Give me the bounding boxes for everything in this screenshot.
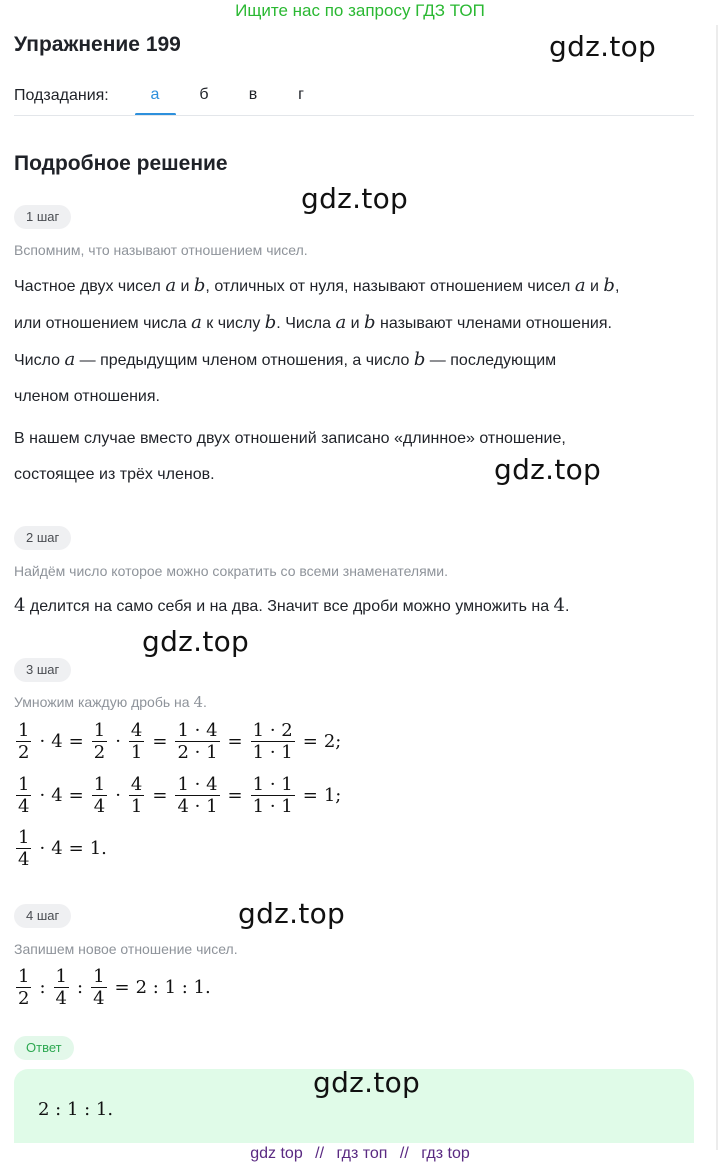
definition-line-2 xyxy=(14,305,704,342)
footer-link[interactable]: гдз top xyxy=(421,1145,470,1162)
fraction xyxy=(129,774,144,817)
var-b: b xyxy=(364,312,376,333)
fraction xyxy=(16,827,31,870)
definition-line-4: членом отношения. xyxy=(14,388,160,405)
text: — предыдущим членом отношения, а число xyxy=(75,352,414,369)
text: и xyxy=(176,278,194,295)
step-4-chip: 4 шаг xyxy=(14,904,71,928)
denominator: 1 xyxy=(130,796,143,817)
number: 4 xyxy=(51,731,63,752)
var-a: a xyxy=(191,312,202,333)
denominator: 4 · 1 xyxy=(177,796,218,817)
definition-line-3 xyxy=(14,342,704,379)
fraction xyxy=(129,720,144,763)
var-a: a xyxy=(335,312,347,333)
text: Умножим каждую дробь на xyxy=(14,694,194,710)
text: Частное двух чисел xyxy=(14,278,166,295)
text: и xyxy=(346,315,365,332)
numerator: 1 xyxy=(55,966,67,987)
answer-value: 2 : 1 : 1. xyxy=(38,1099,114,1120)
footer-separator: // xyxy=(399,1145,409,1162)
step-2-text xyxy=(14,588,704,625)
promo-banner[interactable]: Ищите нас по запросу ГДЗ ТОП xyxy=(235,1,485,20)
operator: = xyxy=(227,785,243,806)
var-a: a xyxy=(64,349,76,370)
denominator: 4 xyxy=(93,796,106,817)
denominator: 1 · 1 xyxy=(252,742,293,763)
subtasks-label: Подзадания: xyxy=(14,87,109,104)
operator: = xyxy=(227,731,243,752)
operator: : xyxy=(76,977,84,998)
fraction xyxy=(92,774,107,817)
operator: = xyxy=(152,785,168,806)
step-1-note: Вспомним, что называют отношением чисел. xyxy=(14,242,308,258)
step-2-note: Найдём число которое можно сократить со всеми знаменателями. xyxy=(14,563,448,579)
fraction xyxy=(91,966,106,1009)
footer-links xyxy=(0,1143,720,1165)
result: 1. xyxy=(89,838,107,859)
section-title: Подробное решение xyxy=(14,152,228,175)
step-4-note: Запишем новое отношение чисел. xyxy=(14,941,238,957)
fraction xyxy=(251,774,295,817)
operator: = xyxy=(302,785,318,806)
operator: = xyxy=(114,977,130,998)
denominator: 2 xyxy=(93,742,106,763)
operator: · xyxy=(115,731,121,752)
watermark: gdz.top xyxy=(238,897,346,930)
fraction xyxy=(175,720,219,763)
text: называют членами отношения. xyxy=(375,315,612,332)
denominator: 4 xyxy=(93,988,105,1009)
text: . xyxy=(565,598,570,615)
fraction xyxy=(16,774,31,817)
denominator: 4 xyxy=(55,988,67,1009)
fraction xyxy=(92,720,107,763)
step-1-definition xyxy=(14,268,704,415)
denominator: 1 · 1 xyxy=(252,796,293,817)
tabs-divider xyxy=(14,115,694,116)
var-b: b xyxy=(264,312,277,333)
numerator: 1 · 4 xyxy=(177,720,218,741)
number: 4 xyxy=(51,838,63,859)
number: 4 xyxy=(51,785,63,806)
numerator: 1 xyxy=(93,774,106,795)
text: . xyxy=(203,694,207,710)
denominator: 1 xyxy=(130,742,143,763)
number: 4 xyxy=(193,693,203,711)
text: — последующим xyxy=(425,352,557,369)
operator: = xyxy=(68,838,84,859)
answer-chip: Ответ xyxy=(14,1036,74,1060)
watermark: gdz.top xyxy=(142,625,250,658)
denominator: 2 xyxy=(18,988,30,1009)
numerator: 1 xyxy=(93,720,106,741)
tab-g[interactable]: г xyxy=(298,86,304,103)
numerator: 1 · 2 xyxy=(252,720,293,741)
numerator: 1 xyxy=(93,966,105,987)
step-3-chip: 3 шаг xyxy=(14,658,71,682)
text: Число xyxy=(14,352,65,369)
operator: = xyxy=(302,731,318,752)
numerator: 1 · 4 xyxy=(177,774,218,795)
var-b: b xyxy=(603,275,615,296)
operator: = xyxy=(152,731,168,752)
var-b: b xyxy=(413,349,426,370)
step-1-chip: 1 шаг xyxy=(14,205,71,229)
denominator: 4 xyxy=(18,796,30,817)
numerator: 4 xyxy=(130,774,143,795)
explanation-line-1: В нашем случае вместо двух отношений записано «длинное» отношение, xyxy=(14,430,566,447)
page-title: Упражнение 199 xyxy=(14,33,181,56)
footer-link[interactable]: гдз топ xyxy=(336,1145,388,1162)
tab-b[interactable]: б xyxy=(199,86,209,103)
denominator: 2 · 1 xyxy=(177,742,218,763)
text: к числу xyxy=(201,315,265,332)
operator: = xyxy=(68,785,84,806)
page-divider xyxy=(716,25,718,1150)
var-a: a xyxy=(574,275,586,296)
text: и xyxy=(585,278,604,295)
step-3-equation-1 xyxy=(14,720,341,763)
numerator: 1 · 1 xyxy=(252,774,293,795)
denominator: 4 xyxy=(18,849,30,870)
operator: · xyxy=(39,731,46,752)
footer-separator: // xyxy=(315,1145,325,1162)
numerator: 4 xyxy=(130,720,143,741)
step-4-equation xyxy=(14,966,211,1009)
step-2-chip: 2 шаг xyxy=(14,526,71,550)
operator: = xyxy=(68,731,84,752)
footer-link[interactable]: gdz top xyxy=(250,1145,303,1162)
fraction xyxy=(16,720,31,763)
operator: : xyxy=(39,977,46,998)
numerator: 1 xyxy=(18,966,30,987)
watermark: gdz.top xyxy=(494,453,602,486)
fraction xyxy=(251,720,295,763)
fraction xyxy=(175,774,219,817)
fraction xyxy=(16,966,31,1009)
numerator: 1 xyxy=(18,827,30,848)
operator: · xyxy=(115,785,121,806)
text: делится на само себя и на два. Значит все дроби можно умножить на xyxy=(25,598,554,615)
result: 2; xyxy=(323,731,342,752)
number: 4 xyxy=(553,595,565,616)
watermark: gdz.top xyxy=(301,182,409,215)
result: 2 : 1 : 1. xyxy=(135,977,211,998)
tab-a[interactable]: а xyxy=(150,86,160,103)
step-3-note xyxy=(14,693,207,711)
numerator: 1 xyxy=(18,720,30,741)
text: , отличных от нуля, называют отношением чисел xyxy=(205,278,575,295)
fraction xyxy=(54,966,69,1009)
numerator: 1 xyxy=(18,774,30,795)
denominator: 2 xyxy=(18,742,30,763)
text: или отношением числа xyxy=(14,315,192,332)
step-3-equation-2 xyxy=(14,774,341,817)
step-3-equation-3 xyxy=(14,827,107,870)
explanation-line-2: состоящее из трёх членов. xyxy=(14,466,215,483)
var-a: a xyxy=(165,275,177,296)
number: 4 xyxy=(14,595,26,616)
tab-v[interactable]: в xyxy=(248,86,258,103)
operator: · xyxy=(39,785,46,806)
operator: · xyxy=(39,838,46,859)
var-b: b xyxy=(193,275,206,296)
result: 1; xyxy=(323,785,342,806)
watermark: gdz.top xyxy=(313,1066,421,1099)
watermark: gdz.top xyxy=(549,30,657,63)
text: , xyxy=(614,278,620,295)
text: . Числа xyxy=(276,315,336,332)
definition-line-1 xyxy=(14,268,704,305)
